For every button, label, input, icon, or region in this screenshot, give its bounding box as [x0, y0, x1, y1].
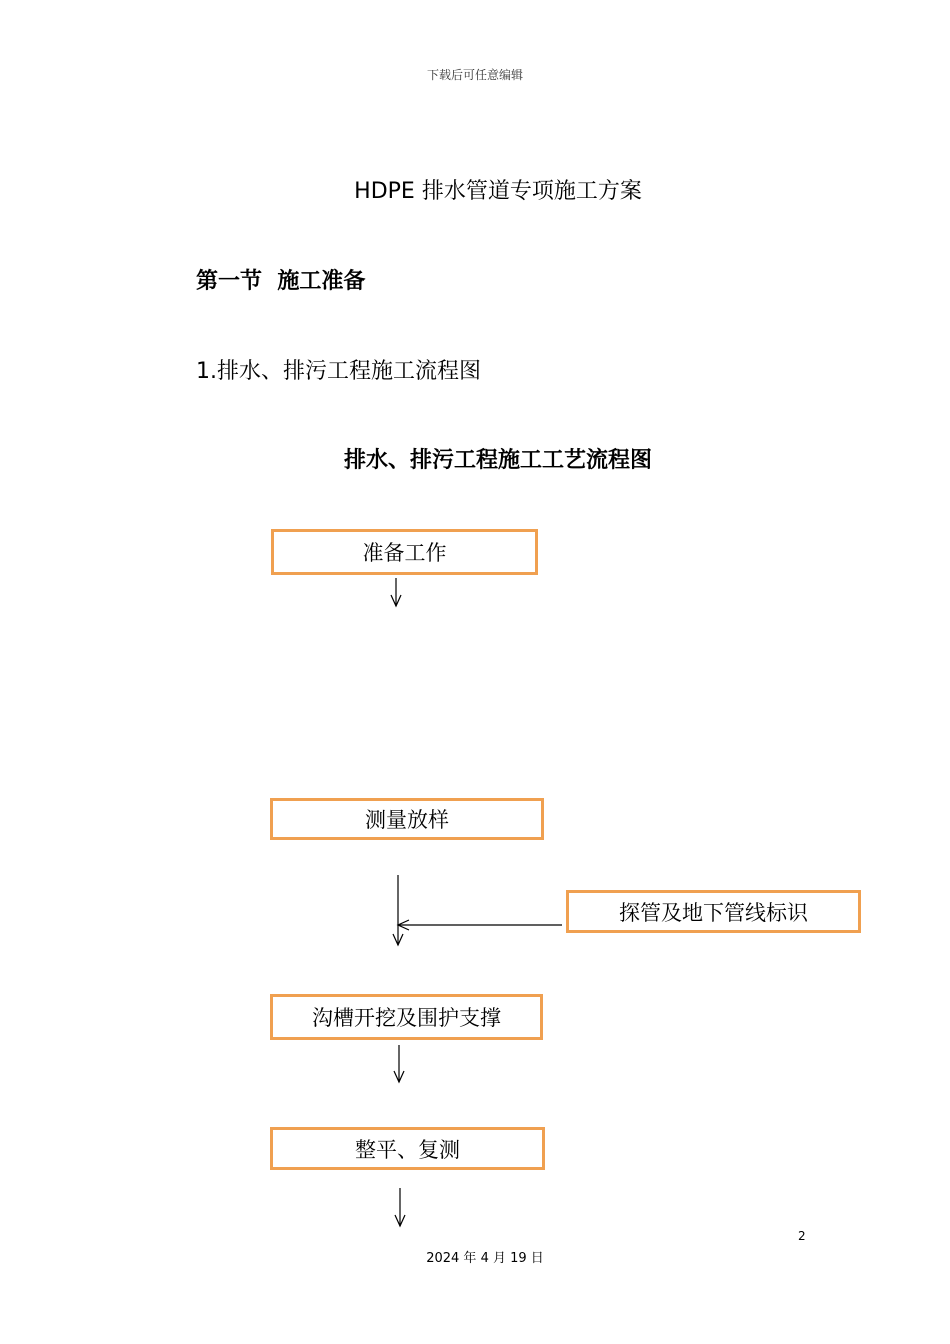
flow-step-prepare-work: 准备工作: [271, 529, 538, 575]
document-title: HDPE 排水管道专项施工方案: [354, 179, 642, 204]
flow-step-level-resurvey: 整平、复测: [270, 1127, 545, 1170]
subsection-heading: 1.排水、排污工程施工流程图: [196, 359, 481, 384]
section-heading: 第一节 施工准备: [196, 269, 366, 294]
flow-step-survey-layout: 测量放样: [270, 798, 544, 840]
footer-date: 2024 年 4 月 19 日: [426, 1251, 544, 1266]
arrow-down-2: [393, 875, 403, 945]
page-number: 2: [798, 1229, 806, 1243]
flowchart-title: 排水、排污工程施工工艺流程图: [343, 448, 652, 473]
arrow-down-1: [391, 578, 401, 606]
flow-step-pipe-detection: 探管及地下管线标识: [566, 890, 861, 933]
flow-step-trench-excavation: 沟槽开挖及围护支撑: [270, 994, 543, 1040]
header-note: 下载后可任意编辑: [426, 68, 523, 82]
arrow-down-4: [395, 1188, 405, 1226]
arrow-down-3: [394, 1045, 404, 1082]
arrow-left-from-pipe-detection: [398, 920, 562, 930]
